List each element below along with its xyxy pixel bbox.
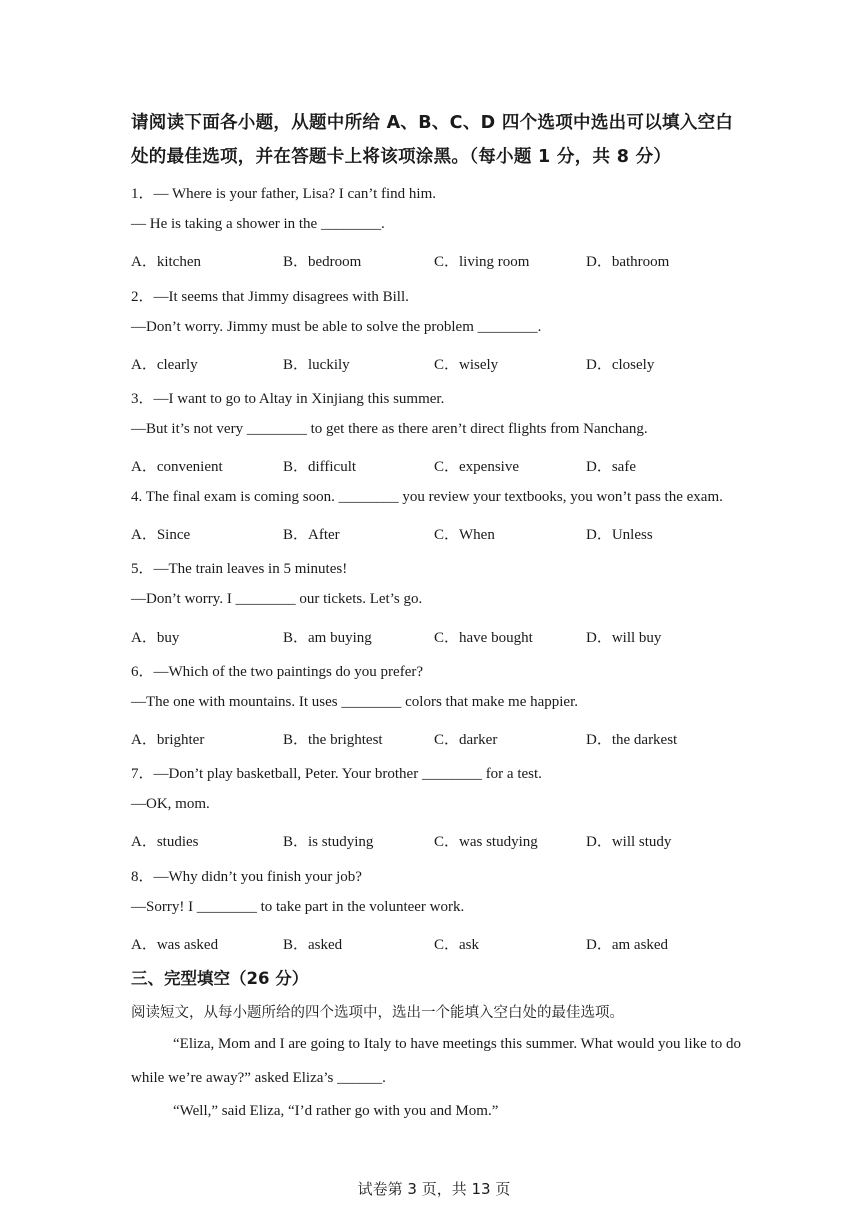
option-c: C．was studying bbox=[434, 834, 538, 850]
option-b: B．luckily bbox=[283, 357, 350, 373]
option-a: A．convenient bbox=[131, 459, 223, 475]
question-3-line-1: 3．—I want to go to Altay in Xinjiang this summer. bbox=[131, 391, 445, 407]
option-a: A．was asked bbox=[131, 937, 219, 953]
option-a: A．studies bbox=[131, 834, 199, 850]
option-c: C．When bbox=[434, 527, 495, 543]
question-2-options bbox=[131, 353, 751, 373]
option-b: B．the brightest bbox=[283, 732, 383, 748]
option-b: B．difficult bbox=[283, 459, 357, 475]
option-d: D．closely bbox=[586, 357, 655, 373]
option-b: B．is studying bbox=[283, 834, 374, 850]
option-c: C．ask bbox=[434, 937, 480, 953]
option-c: C．darker bbox=[434, 732, 498, 748]
option-b: B．After bbox=[283, 527, 340, 543]
question-7-line-1: 7．—Don’t play basketball, Peter. Your brother ________ for a test. bbox=[131, 766, 542, 782]
question-5-options bbox=[131, 626, 751, 646]
question-6-line-2: —The one with mountains. It uses ________ colors that make me happier. bbox=[131, 694, 578, 710]
question-6-options bbox=[131, 728, 751, 748]
question-7-options bbox=[131, 830, 751, 850]
option-b: B．bedroom bbox=[283, 254, 362, 270]
section-3-instruction: 阅读短文，从每小题所给的四个选项中，选出一个能填入空白处的最佳选项。 bbox=[131, 1005, 624, 1021]
question-8-line-2: —Sorry! I ________ to take part in the volunteer work. bbox=[131, 899, 465, 915]
option-a: A．clearly bbox=[131, 357, 198, 373]
option-d: D．bathroom bbox=[586, 254, 670, 270]
question-3-options bbox=[131, 455, 751, 475]
option-d: D．am asked bbox=[586, 937, 669, 953]
cloze-paragraph-2: “Well,” said Eliza, “I’d rather go with you and Mom.” bbox=[173, 1103, 499, 1119]
option-c: C．have bought bbox=[434, 630, 533, 646]
question-5-line-2: —Don’t worry. I ________ our tickets. Let’s go. bbox=[131, 591, 423, 607]
section-3-title: 三、完型填空（26 分） bbox=[131, 969, 309, 988]
question-1-line-1: 1．— Where is your father, Lisa? I can’t find him. bbox=[131, 186, 437, 202]
option-a: A．brighter bbox=[131, 732, 205, 748]
section-instruction: 请阅读下面各小题，从题中所给 A、B、C、D 四个选项中选出可以填入空白处的最佳选项，并在答题卡上将该项涂黑。（每小题 1 分，共 8 分） bbox=[131, 113, 734, 167]
question-6-line-1: 6．—Which of the two paintings do you prefer? bbox=[131, 664, 424, 680]
option-d: D．Unless bbox=[586, 527, 653, 543]
question-1-line-2: — He is taking a shower in the ________. bbox=[131, 216, 385, 232]
option-d: D．will study bbox=[586, 834, 672, 850]
question-3-line-2: —But it’s not very ________ to get there as there aren’t direct flights from Nanchang. bbox=[131, 421, 648, 437]
page-footer: 试卷第 3 页，共 13 页 bbox=[357, 1180, 511, 1198]
question-5-line-1: 5．—The train leaves in 5 minutes! bbox=[131, 561, 348, 577]
cloze-paragraph-1: “Eliza, Mom and I are going to Italy to have meetings this summer. What would you like to do while we’re away?” asked Eliza’s ______. bbox=[131, 1036, 741, 1086]
option-c: C．living room bbox=[434, 254, 530, 270]
question-2-line-1: 2．—It seems that Jimmy disagrees with Bill. bbox=[131, 289, 409, 305]
option-c: C．wisely bbox=[434, 357, 499, 373]
question-8-line-1: 8．—Why didn’t you finish your job? bbox=[131, 869, 362, 885]
option-a: A．Since bbox=[131, 527, 191, 543]
option-b: B．am buying bbox=[283, 630, 372, 646]
option-d: D．the darkest bbox=[586, 732, 678, 748]
option-d: D．will buy bbox=[586, 630, 662, 646]
option-b: B．asked bbox=[283, 937, 343, 953]
option-d: D．safe bbox=[586, 459, 636, 475]
question-2-line-2: —Don’t worry. Jimmy must be able to solve the problem ________. bbox=[131, 319, 542, 335]
question-8-options bbox=[131, 933, 751, 953]
question-4-options bbox=[131, 523, 751, 543]
question-7-line-2: —OK, mom. bbox=[131, 796, 210, 812]
option-a: A．buy bbox=[131, 630, 180, 646]
question-4-line-1: 4. The final exam is coming soon. ________ you review your textbooks, you won’t pass the exam. bbox=[131, 489, 723, 505]
question-1-options bbox=[131, 250, 751, 270]
option-a: A．kitchen bbox=[131, 254, 201, 270]
option-c: C．expensive bbox=[434, 459, 519, 475]
